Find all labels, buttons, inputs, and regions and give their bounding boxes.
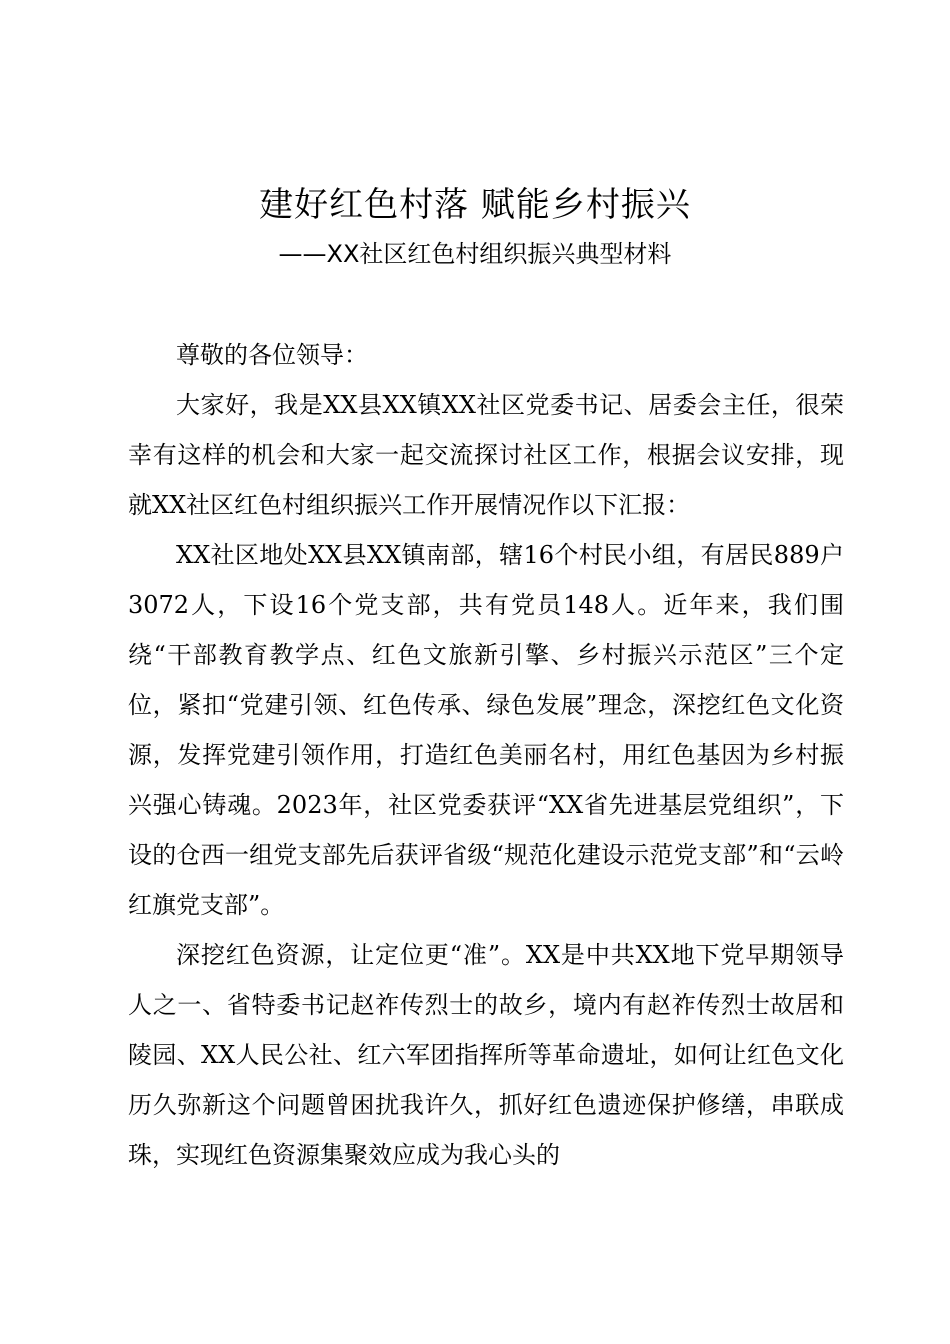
document-title: 建好红色村落 赋能乡村振兴 — [259, 185, 691, 225]
red-resources-paragraph: 深挖红色资源，让定位更“准”。XX是中共XX地下党早期领导人之一、省特委书记赵祚传烈士的故乡，境内有赵祚传烈士故居和陵园、XX人民公社、红六军团指挥所等革命遗址，如何让红色文化历久弥新这个问题曾困扰我许久，抓好红色遗迹保护修缮，串联成珠，实现红色资源集聚效应成为我心头的 — [128, 941, 844, 1169]
greeting-paragraph: 大家好，我是XX县XX镇XX社区党委书记、居委会主任，很荣幸有这样的机会和大家一起交流探讨社区工作，根据会议安排，现就XX社区红色村组织振兴工作开展情况作以下汇报： — [128, 391, 844, 519]
document-subtitle: ——XX社区红色村组织振兴典型材料 — [278, 240, 672, 268]
community-overview-paragraph: XX社区地处XX县XX镇南部，辖16个村民小组，有居民889户3072人，下设16个党支部，共有党员148人。近年来，我们围绕“干部教育教学点、红色文旅新引擎、乡村振兴示范区”三个定位，紧扣“党建引领、红色传承、绿色发展”理念，深挖红色文化资源，发挥党建引领作用，打造红色美丽名村，用红色基因为乡村振兴强心铸魂。2023年，社区党委获评“XX省先进基层党组织”，下设的仓西一组党支部先后获评省级“规范化建设示范党支部”和“云岭红旗党支部”。 — [128, 541, 844, 919]
salutation-paragraph: 尊敬的各位领导： — [176, 341, 368, 369]
document-body — [128, 330, 844, 1180]
